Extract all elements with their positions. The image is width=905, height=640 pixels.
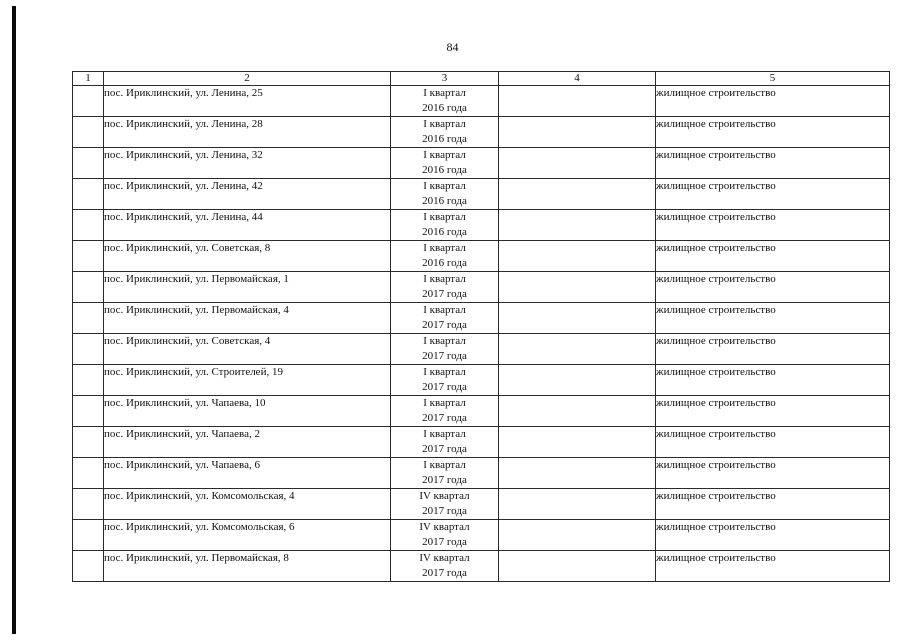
table-row — [73, 334, 890, 365]
address-cell: пос. Ириклинский, ул. Первомайская, 4 — [104, 303, 391, 334]
period-cell — [391, 117, 499, 148]
table-row — [73, 241, 890, 272]
table-row — [73, 272, 890, 303]
purpose-cell: жилищное строительство — [656, 334, 890, 365]
table-row — [73, 210, 890, 241]
purpose-cell: жилищное строительство — [656, 458, 890, 489]
address-cell: пос. Ириклинский, ул. Комсомольская, 4 — [104, 489, 391, 520]
address-cell: пос. Ириклинский, ул. Ленина, 25 — [104, 86, 391, 117]
period-year: 2017 года — [422, 443, 467, 455]
period-quarter: I квартал — [423, 87, 466, 99]
purpose-cell: жилищное строительство — [656, 365, 890, 396]
column-4-cell — [499, 489, 656, 520]
period-quarter: I квартал — [423, 273, 466, 285]
address-cell: пос. Ириклинский, ул. Ленина, 42 — [104, 179, 391, 210]
period-year: 2017 года — [422, 381, 467, 393]
address-cell: пос. Ириклинский, ул. Первомайская, 8 — [104, 551, 391, 582]
table-row — [73, 458, 890, 489]
period-quarter: I квартал — [423, 366, 466, 378]
purpose-cell: жилищное строительство — [656, 272, 890, 303]
column-4-cell — [499, 272, 656, 303]
period-quarter: I квартал — [423, 304, 466, 316]
column-4-cell — [499, 210, 656, 241]
period-year: 2017 года — [422, 412, 467, 424]
column-4-cell — [499, 117, 656, 148]
row-number-cell — [73, 117, 104, 148]
table-row — [73, 520, 890, 551]
column-4-cell — [499, 458, 656, 489]
period-year: 2017 года — [422, 474, 467, 486]
period-year: 2016 года — [422, 133, 467, 145]
period-year: 2017 года — [422, 505, 467, 517]
column-header-3: 3 — [391, 72, 499, 86]
period-quarter: I квартал — [423, 242, 466, 254]
address-cell: пос. Ириклинский, ул. Советская, 8 — [104, 241, 391, 272]
address-cell: пос. Ириклинский, ул. Первомайская, 1 — [104, 272, 391, 303]
period-cell — [391, 241, 499, 272]
period-quarter: I квартал — [423, 180, 466, 192]
purpose-cell: жилищное строительство — [656, 396, 890, 427]
period-quarter: IV квартал — [419, 552, 470, 564]
period-cell — [391, 427, 499, 458]
column-4-cell — [499, 303, 656, 334]
purpose-cell: жилищное строительство — [656, 210, 890, 241]
period-year: 2016 года — [422, 195, 467, 207]
table-body — [73, 72, 890, 582]
period-quarter: IV квартал — [419, 490, 470, 502]
table-row — [73, 86, 890, 117]
row-number-cell — [73, 272, 104, 303]
period-year: 2017 года — [422, 536, 467, 548]
purpose-cell: жилищное строительство — [656, 303, 890, 334]
purpose-cell: жилищное строительство — [656, 86, 890, 117]
row-number-cell — [73, 241, 104, 272]
address-cell: пос. Ириклинский, ул. Ленина, 28 — [104, 117, 391, 148]
table-row — [73, 489, 890, 520]
purpose-cell: жилищное строительство — [656, 179, 890, 210]
period-year: 2016 года — [422, 164, 467, 176]
period-year: 2017 года — [422, 567, 467, 579]
table-row — [73, 179, 890, 210]
period-cell — [391, 396, 499, 427]
column-4-cell — [499, 148, 656, 179]
row-number-cell — [73, 396, 104, 427]
column-header-5: 5 — [656, 72, 890, 86]
period-cell — [391, 86, 499, 117]
period-year: 2017 года — [422, 319, 467, 331]
table-row — [73, 365, 890, 396]
period-cell — [391, 489, 499, 520]
row-number-cell — [73, 365, 104, 396]
column-4-cell — [499, 179, 656, 210]
column-4-cell — [499, 365, 656, 396]
period-year: 2016 года — [422, 226, 467, 238]
purpose-cell: жилищное строительство — [656, 241, 890, 272]
period-quarter: I квартал — [423, 211, 466, 223]
address-cell: пос. Ириклинский, ул. Ленина, 44 — [104, 210, 391, 241]
period-quarter: I квартал — [423, 459, 466, 471]
period-quarter: I квартал — [423, 149, 466, 161]
period-cell — [391, 551, 499, 582]
purpose-cell: жилищное строительство — [656, 148, 890, 179]
row-number-cell — [73, 334, 104, 365]
period-cell — [391, 334, 499, 365]
address-cell: пос. Ириклинский, ул. Комсомольская, 6 — [104, 520, 391, 551]
column-4-cell — [499, 551, 656, 582]
period-quarter: I квартал — [423, 428, 466, 440]
period-cell — [391, 520, 499, 551]
table-row — [73, 427, 890, 458]
column-4-cell — [499, 427, 656, 458]
period-quarter: IV квартал — [419, 521, 470, 533]
table-row — [73, 551, 890, 582]
column-4-cell — [499, 396, 656, 427]
row-number-cell — [73, 427, 104, 458]
table-row — [73, 396, 890, 427]
land-plot-table — [72, 71, 890, 582]
column-header-4: 4 — [499, 72, 656, 86]
column-4-cell — [499, 241, 656, 272]
row-number-cell — [73, 179, 104, 210]
table-row — [73, 303, 890, 334]
row-number-cell — [73, 551, 104, 582]
row-number-cell — [73, 520, 104, 551]
address-cell: пос. Ириклинский, ул. Чапаева, 2 — [104, 427, 391, 458]
column-number-header-row — [73, 72, 890, 86]
row-number-cell — [73, 489, 104, 520]
row-number-cell — [73, 148, 104, 179]
period-quarter: I квартал — [423, 118, 466, 130]
column-4-cell — [499, 334, 656, 365]
column-4-cell — [499, 520, 656, 551]
column-4-cell — [499, 86, 656, 117]
table-row — [73, 148, 890, 179]
binding-edge — [12, 6, 16, 634]
purpose-cell: жилищное строительство — [656, 551, 890, 582]
table-row — [73, 117, 890, 148]
address-cell: пос. Ириклинский, ул. Чапаева, 10 — [104, 396, 391, 427]
period-year: 2016 года — [422, 257, 467, 269]
page-number: 84 — [446, 40, 459, 54]
address-cell: пос. Ириклинский, ул. Ленина, 32 — [104, 148, 391, 179]
period-year: 2016 года — [422, 102, 467, 114]
column-header-2: 2 — [104, 72, 391, 86]
period-year: 2017 года — [422, 350, 467, 362]
address-cell: пос. Ириклинский, ул. Советская, 4 — [104, 334, 391, 365]
period-cell — [391, 303, 499, 334]
period-quarter: I квартал — [423, 335, 466, 347]
row-number-cell — [73, 210, 104, 241]
address-cell: пос. Ириклинский, ул. Строителей, 19 — [104, 365, 391, 396]
row-number-cell — [73, 458, 104, 489]
period-cell — [391, 210, 499, 241]
row-number-cell — [73, 86, 104, 117]
purpose-cell: жилищное строительство — [656, 489, 890, 520]
period-quarter: I квартал — [423, 397, 466, 409]
period-year: 2017 года — [422, 288, 467, 300]
period-cell — [391, 365, 499, 396]
purpose-cell: жилищное строительство — [656, 520, 890, 551]
purpose-cell: жилищное строительство — [656, 427, 890, 458]
period-cell — [391, 148, 499, 179]
column-header-1: 1 — [73, 72, 104, 86]
purpose-cell: жилищное строительство — [656, 117, 890, 148]
address-cell: пос. Ириклинский, ул. Чапаева, 6 — [104, 458, 391, 489]
row-number-cell — [73, 303, 104, 334]
period-cell — [391, 179, 499, 210]
period-cell — [391, 272, 499, 303]
period-cell — [391, 458, 499, 489]
